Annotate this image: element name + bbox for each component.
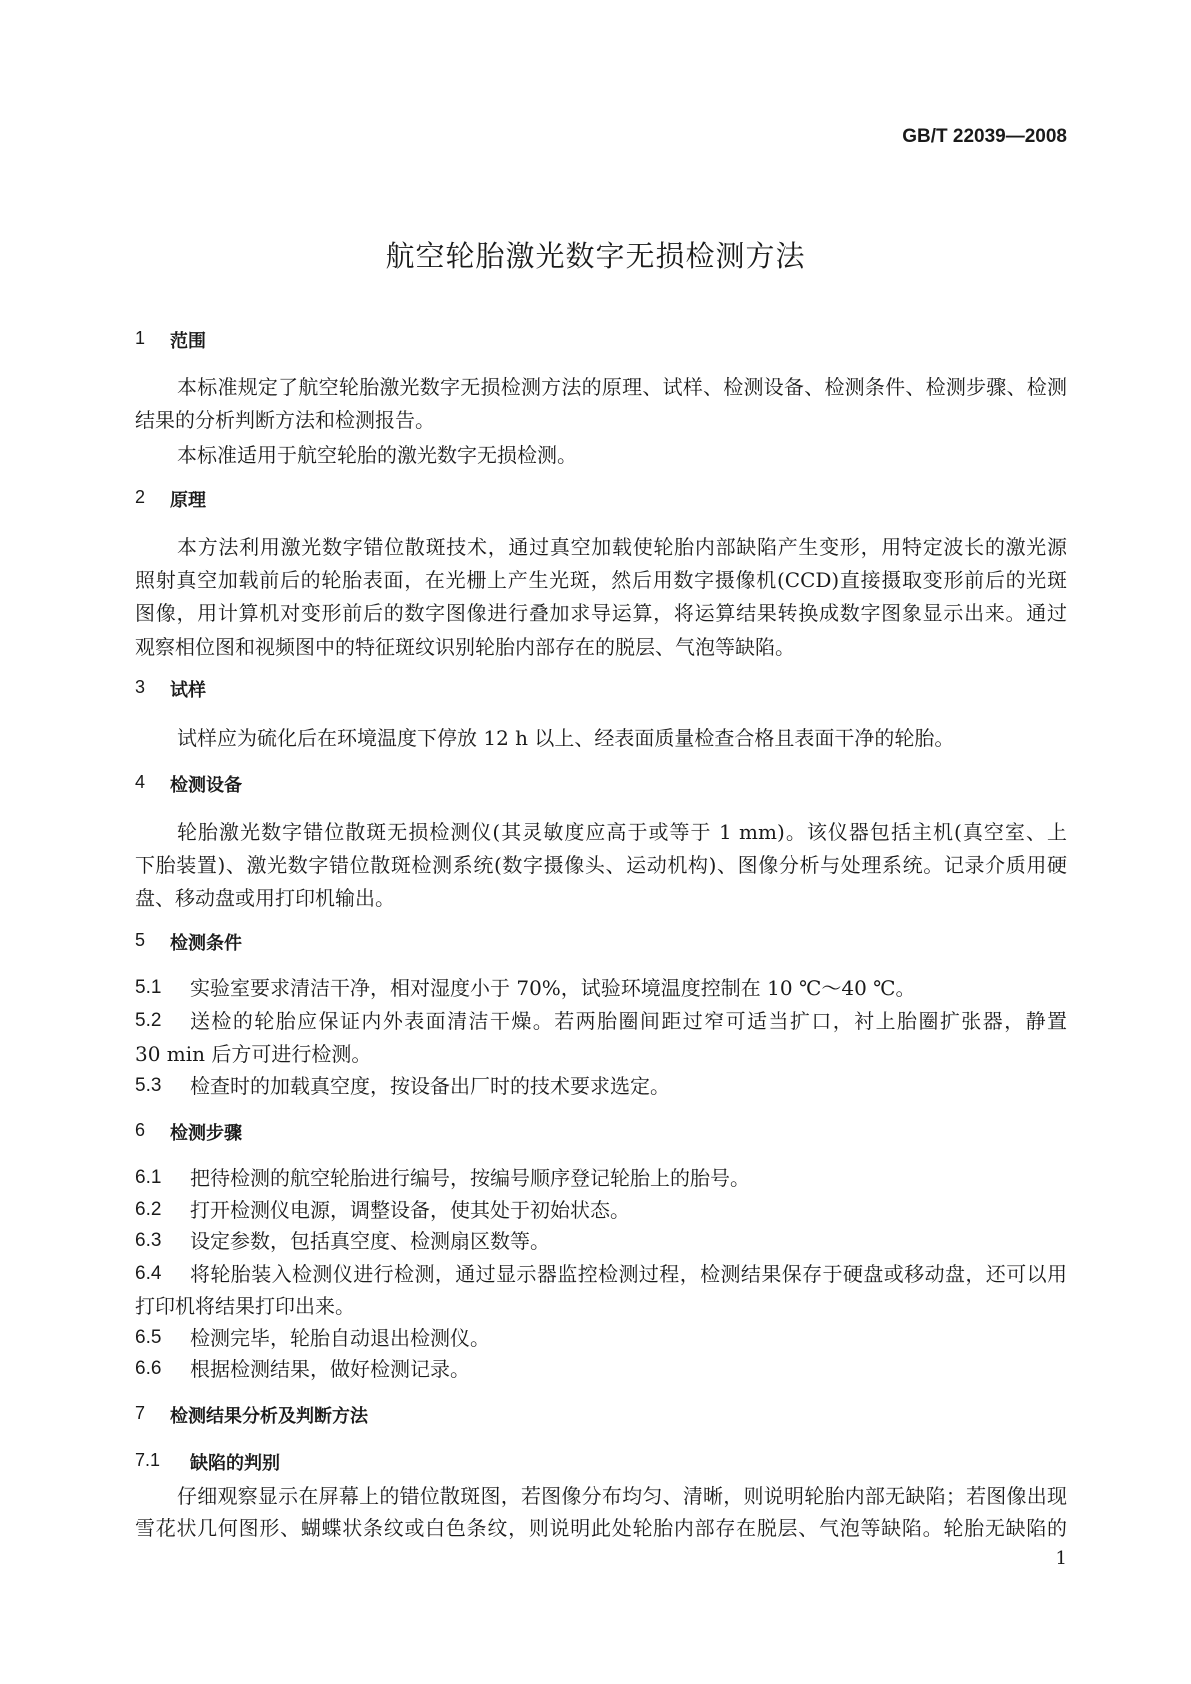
clause-number: 6.2	[135, 1199, 162, 1220]
section-6-number: 6	[135, 1120, 146, 1140]
section-5-heading: 检测条件	[170, 933, 242, 954]
clause-text: 30 min 后方可进行检测。	[135, 1042, 372, 1066]
clause-text: 把待检测的航空轮胎进行编号，按编号顺序登记轮胎上的胎号。	[190, 1166, 750, 1190]
section-2-heading: 原理	[170, 490, 206, 511]
clause-number: 6.4	[135, 1263, 162, 1284]
section-1-number: 1	[135, 328, 146, 348]
clause-number: 5.1	[135, 977, 162, 998]
paragraph-line: 试样应为硫化后在环境温度下停放 12 h 以上、经表面质量检查合格且表面干净的轮胎。	[177, 726, 955, 750]
paragraph-line: 雪花状几何图形、蝴蝶状条纹或白色条纹，则说明此处轮胎内部存在脱层、气泡等缺陷。轮胎无缺陷的	[135, 1516, 1067, 1540]
section-1-heading: 范围	[170, 331, 206, 352]
clause-text: 将轮胎装入检测仪进行检测，通过显示器监控检测过程，检测结果保存于硬盘或移动盘，还可以用	[190, 1262, 1067, 1286]
clause-text: 实验室要求清洁干净，相对湿度小于 70%，试验环境温度控制在 10 ℃～40 ℃。	[190, 976, 916, 1000]
clause-text: 检测完毕，轮胎自动退出检测仪。	[190, 1326, 490, 1350]
clause-number: 6.6	[135, 1358, 162, 1379]
clause-number: 5.2	[135, 1010, 162, 1031]
clause-number: 6.5	[135, 1327, 162, 1348]
clause-text: 检查时的加载真空度，按设备出厂时的技术要求选定。	[190, 1074, 670, 1098]
paragraph-line: 轮胎激光数字错位散斑无损检测仪(其灵敏度应高于或等于 1 mm)。该仪器包括主机(真空室、上	[177, 820, 1067, 844]
section-3-heading: 试样	[170, 680, 206, 701]
section-4-number: 4	[135, 772, 146, 792]
subsection-7-1-heading: 缺陷的判别	[190, 1453, 280, 1474]
clause-number: 5.3	[135, 1075, 162, 1096]
clause-text: 打印机将结果打印出来。	[135, 1294, 355, 1318]
paragraph-line: 照射真空加载前后的轮胎表面，在光栅上产生光斑，然后用数字摄像机(CCD)直接摄取变形前后的光斑	[135, 568, 1067, 592]
paragraph-line: 盘、移动盘或用打印机输出。	[135, 886, 395, 910]
section-5-number: 5	[135, 930, 146, 950]
paragraph-line: 结果的分析判断方法和检测报告。	[135, 408, 435, 432]
standard-code: GB/T 22039—2008	[902, 126, 1067, 147]
paragraph-line: 下胎装置)、激光数字错位散斑检测系统(数字摄像头、运动机构)、图像分析与处理系统。记录介质用硬	[135, 853, 1067, 877]
paragraph-line: 观察相位图和视频图中的特征斑纹识别轮胎内部存在的脱层、气泡等缺陷。	[135, 635, 795, 659]
clause-text: 根据检测结果，做好检测记录。	[190, 1357, 470, 1381]
page-number: 1	[1055, 1548, 1067, 1569]
paragraph-line: 图像，用计算机对变形前后的数字图像进行叠加求导运算，将运算结果转换成数字图象显示出来。通过	[135, 601, 1067, 625]
paragraph-line: 本方法利用激光数字错位散斑技术，通过真空加载使轮胎内部缺陷产生变形，用特定波长的激光源	[177, 535, 1067, 559]
paragraph-line: 仔细观察显示在屏幕上的错位散斑图，若图像分布均匀、清晰，则说明轮胎内部无缺陷；若图像出现	[177, 1484, 1067, 1508]
section-7-heading: 检测结果分析及判断方法	[170, 1406, 368, 1427]
document-title: 航空轮胎激光数字无损检测方法	[385, 239, 806, 273]
section-2-number: 2	[135, 487, 146, 507]
clause-number: 6.1	[135, 1167, 162, 1188]
paragraph-line: 本标准适用于航空轮胎的激光数字无损检测。	[177, 443, 577, 467]
subsection-7-1-number: 7.1	[135, 1450, 161, 1470]
section-4-heading: 检测设备	[170, 775, 242, 796]
section-6-heading: 检测步骤	[170, 1123, 242, 1144]
clause-number: 6.3	[135, 1230, 162, 1251]
paragraph-line: 本标准规定了航空轮胎激光数字无损检测方法的原理、试样、检测设备、检测条件、检测步骤、检测	[177, 375, 1067, 399]
clause-text: 设定参数，包括真空度、检测扇区数等。	[190, 1229, 550, 1253]
clause-text: 打开检测仪电源，调整设备，使其处于初始状态。	[190, 1198, 630, 1222]
clause-text: 送检的轮胎应保证内外表面清洁干燥。若两胎圈间距过窄可适当扩口，衬上胎圈扩张器，静置	[190, 1009, 1067, 1033]
section-7-number: 7	[135, 1403, 146, 1423]
section-3-number: 3	[135, 677, 146, 697]
